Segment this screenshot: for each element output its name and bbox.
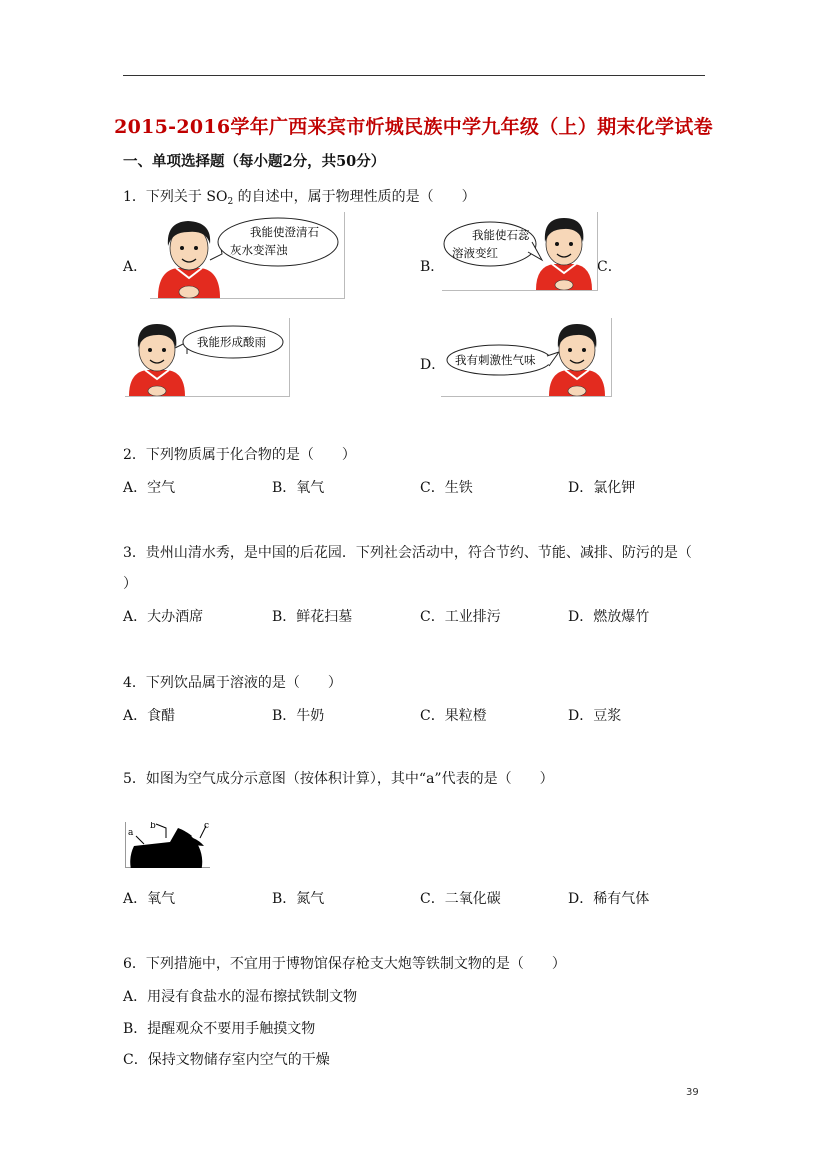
q6-option-c: C．保持文物储存室内空气的干燥 — [123, 1052, 330, 1068]
q1-stem-sub: 2 — [227, 197, 234, 207]
pie-chart-figure — [126, 822, 210, 868]
q1-d-bubble-text: 我有刺激性气味 — [455, 353, 536, 367]
q4-option-a: A．食醋 — [123, 708, 176, 724]
q2-option-d: D．氯化钾 — [568, 480, 636, 496]
q3-option-c: C．工业排污 — [420, 609, 501, 625]
boy-cartoon-a — [150, 212, 344, 298]
section-heading: 一、单项选择题（每小题2分，共50分） — [123, 153, 386, 170]
boy-cartoon-b — [442, 212, 597, 290]
q1-picture-c — [125, 318, 290, 397]
q1-picture-b — [442, 212, 598, 291]
question-2-stem: 2．下列物质属于化合物的是（ ） — [123, 447, 356, 463]
q1-stem-pre: 1．下列关于 SO — [123, 189, 228, 205]
q4-option-c: C．果粒橙 — [420, 708, 487, 724]
q1-option-b-label: B． — [420, 259, 445, 275]
page-title: 2015-2016学年广西来宾市忻城民族中学九年级（上）期末化学试卷 — [114, 116, 713, 138]
q1-b-bubble-line2: 溶液变红 — [452, 246, 498, 260]
q1-stem-post: 的自述中，属于物理性质的是（ ） — [233, 189, 476, 205]
q5-option-c: C．二氧化碳 — [420, 891, 501, 907]
page-number: 39 — [686, 1087, 699, 1098]
q5-option-a: A．氧气 — [123, 891, 176, 907]
pie-label-c: c — [204, 822, 210, 831]
q1-picture-d — [441, 318, 612, 397]
q1-option-a-label: A． — [123, 259, 148, 275]
q5-option-d: D．稀有气体 — [568, 891, 650, 907]
q1-c-bubble-text: 我能形成酸雨 — [197, 335, 266, 349]
q3-option-d: D．燃放爆竹 — [568, 609, 650, 625]
question-1-stem — [123, 186, 476, 207]
question-5-stem: 5．如图为空气成分示意图（按体积计算），其中“a”代表的是（ ） — [123, 771, 554, 787]
q4-option-d: D．豆浆 — [568, 708, 622, 724]
question-3-stem-line2: ） — [123, 576, 137, 592]
question-3-stem-line1: 3．贵州山清水秀，是中国的后花园．下列社会活动中，符合节约、节能、减排、防污的是（ — [123, 545, 692, 561]
q2-option-c: C．生铁 — [420, 480, 473, 496]
q1-a-bubble-line1: 我能使澄清石 — [250, 225, 319, 239]
q6-option-a: A．用浸有食盐水的湿布擦拭铁制文物 — [123, 989, 358, 1005]
question-6-stem: 6．下列措施中，不宜用于博物馆保存枪支大炮等铁制文物的是（ ） — [123, 956, 566, 972]
air-composition-pie — [125, 822, 210, 868]
q3-option-b: B．鲜花扫墓 — [272, 609, 353, 625]
q6-option-b: B．提醒观众不要用手触摸文物 — [123, 1021, 316, 1037]
header-rule — [123, 75, 705, 76]
q1-option-c-label: C． — [597, 259, 622, 275]
q2-option-a: A．空气 — [123, 480, 176, 496]
q1-picture-a — [150, 212, 345, 299]
pie-label-a: a — [128, 828, 134, 838]
q3-option-a: A．大办酒席 — [123, 609, 204, 625]
question-4-stem: 4．下列饮品属于溶液的是（ ） — [123, 675, 342, 691]
boy-cartoon-d — [441, 318, 611, 396]
q1-a-bubble-line2: 灰水变浑浊 — [230, 243, 288, 257]
pie-label-b: b — [150, 822, 156, 831]
q5-option-b: B．氮气 — [272, 891, 325, 907]
q1-option-d-label: D． — [420, 357, 446, 373]
q1-b-bubble-line1: 我能使石蕊 — [472, 228, 530, 242]
q4-option-b: B．牛奶 — [272, 708, 325, 724]
boy-cartoon-c — [125, 318, 289, 396]
q2-option-b: B．氧气 — [272, 480, 325, 496]
